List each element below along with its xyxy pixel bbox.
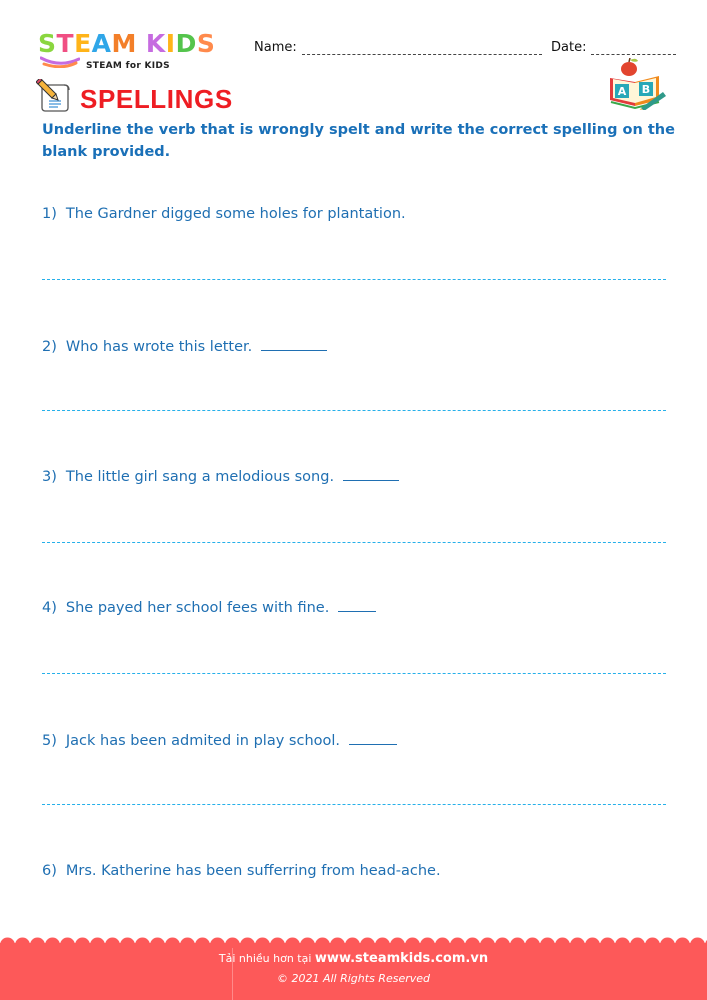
section-title: SPELLINGS <box>80 84 233 114</box>
question-number: 4) <box>42 600 57 616</box>
question-2 <box>42 339 327 355</box>
answer-line-4[interactable] <box>42 673 666 674</box>
name-label: Name: <box>254 40 297 55</box>
question-text: The Gardner digged some holes for plantation. <box>65 206 406 222</box>
answer-line-1[interactable] <box>42 279 666 280</box>
question-number: 3) <box>42 469 57 485</box>
question-number: 1) <box>42 206 57 222</box>
inline-blank[interactable] <box>349 744 397 745</box>
pencil-paper-icon <box>36 79 72 113</box>
name-field[interactable] <box>254 40 542 55</box>
answer-line-5[interactable] <box>42 804 666 805</box>
question-text: Mrs. Katherine has been sufferring from head-ache. <box>65 863 441 879</box>
instructions: Underline the verb that is wrongly spelt and write the correct spelling on the blank provided. <box>42 122 675 160</box>
logo-letter: M <box>111 29 137 58</box>
logo-letter: E <box>74 29 92 58</box>
logo-subtitle: STEAM for KIDS <box>86 61 170 71</box>
inline-blank[interactable] <box>343 480 399 481</box>
date-field[interactable] <box>551 40 676 55</box>
question-4 <box>42 600 376 616</box>
inline-blank[interactable] <box>261 350 327 351</box>
question-3 <box>42 469 399 485</box>
name-line[interactable] <box>302 43 542 55</box>
logo-letter: S <box>196 29 216 58</box>
abc-book-icon <box>607 58 667 110</box>
question-text: Who has wrote this letter. <box>65 339 253 355</box>
logo-letter: T <box>56 29 75 58</box>
question-text: The little girl sang a melodious song. <box>65 469 335 485</box>
logo-letter: S <box>38 29 57 58</box>
date-label: Date: <box>551 40 587 55</box>
question-number: 2) <box>42 339 57 355</box>
footer-site-link[interactable]: www.steamkids.com.vn <box>314 951 489 966</box>
question-text: She payed her school fees with fine. <box>65 600 330 616</box>
question-5 <box>42 733 397 749</box>
steam-kids-logo <box>38 30 238 75</box>
question-text: Jack has been admited in play school. <box>65 733 341 749</box>
logo-letter: I <box>165 29 176 58</box>
logo-letter: A <box>91 29 112 58</box>
question-6 <box>42 863 441 879</box>
smile-swoosh-icon <box>40 56 80 68</box>
question-number: 5) <box>42 733 57 749</box>
question-1 <box>42 206 406 222</box>
answer-line-3[interactable] <box>42 542 666 543</box>
question-number: 6) <box>42 863 57 879</box>
logo-letter: D <box>175 29 197 58</box>
svg-text:B: B <box>641 83 651 96</box>
answer-line-2[interactable] <box>42 410 666 411</box>
footer-copyright: © 2021 All Rights Reserved <box>276 972 430 985</box>
svg-text:A: A <box>617 85 627 98</box>
date-line[interactable] <box>591 43 676 55</box>
logo-title <box>38 30 215 58</box>
logo-letter: K <box>145 29 166 58</box>
inline-blank[interactable] <box>338 611 376 612</box>
footer-download-text <box>0 951 707 966</box>
footer-prefix: Tải nhiều hơn tại <box>218 952 315 965</box>
